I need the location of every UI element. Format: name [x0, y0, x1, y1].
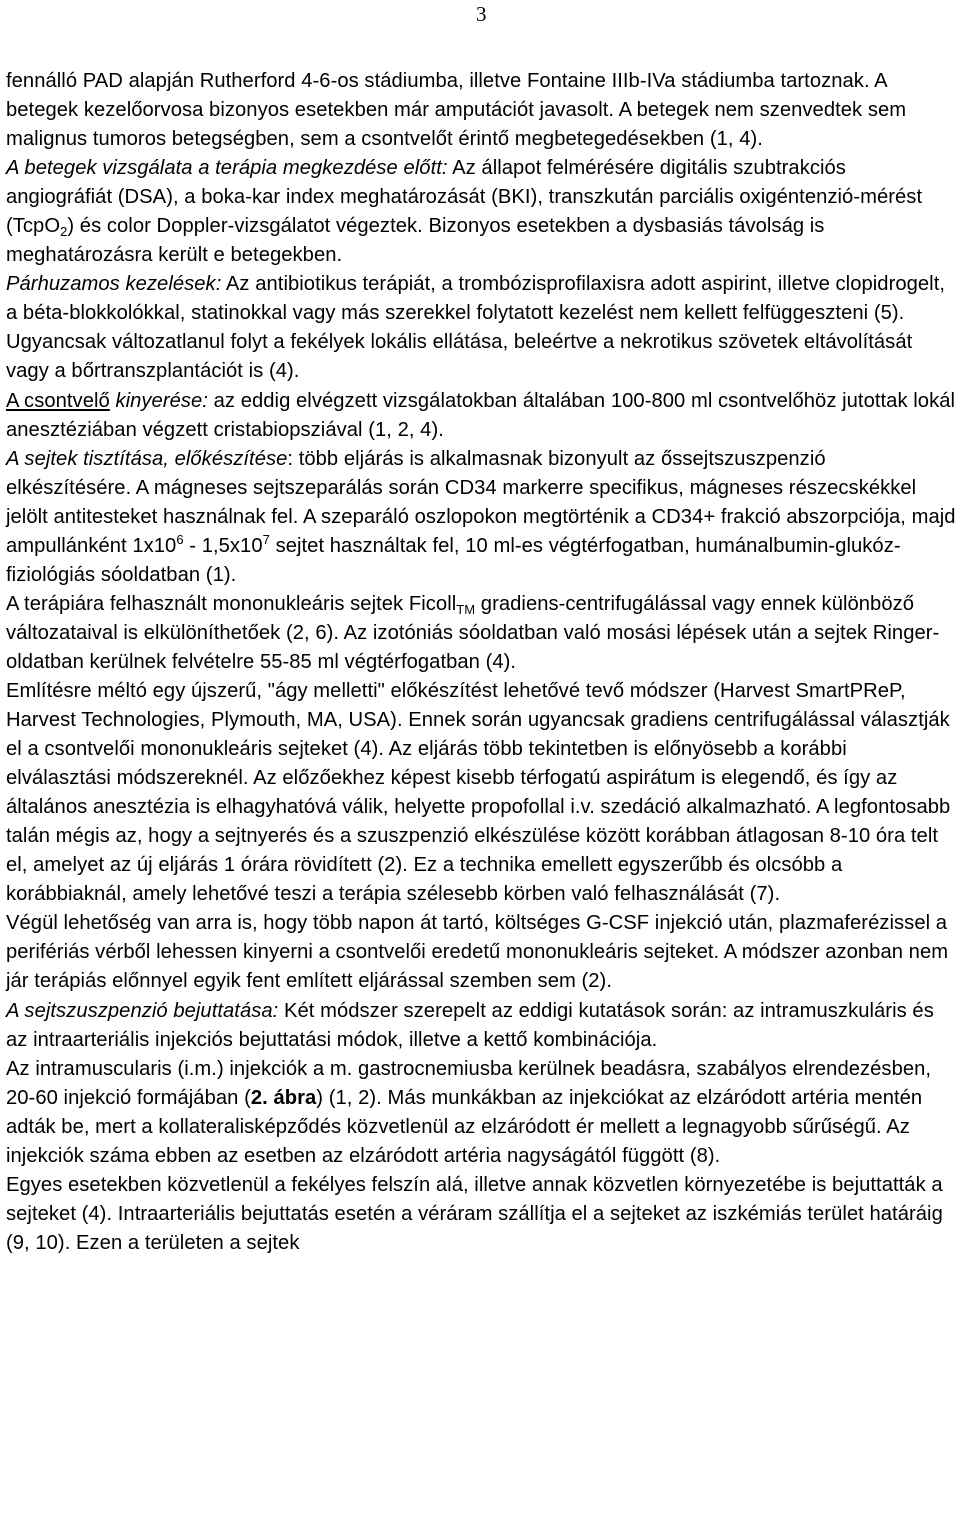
page-number: 3 — [476, 2, 487, 26]
paragraph-text: Említésre méltó egy újszerű, "ágy melletti" előkészítést lehetővé tevő módszer (Harvest SmartPReP, Harvest Technologies, Plymouth, MA, USA). Ennek során ugyancsak gradiens centrifugálással választják el a csontvelői mononukleáris sejteket (4). Az eljárás több tekintetben is előnyösebb a korábbi elválasztási módszereknél. Az előzőekhez képest kisebb térfogatú aspirátum is elegendő, és így az általános anesztézia is elhagyhatóvá válik, helyette propofollal i.v. szedáció alkalmazható. A legfontosabb talán mégis az, hogy a sejtnyerés és a szuszpenzió elkészülése között korábban átlagosan 8-10 óra telt el, amelyet az új eljárás 1 órára rövidített (2). Ez a technika emellett egyszerűbb és olcsóbb a korábbiaknál, amely lehetővé teszi a terápia szélesebb körben való felhasználását (7). — [6, 679, 951, 906]
paragraph-text: Egyes esetekben közvetlenül a fekélyes felszín alá, illetve annak közvetlen környezetébe is bejuttatták a sejteket (4). Intraarteriális bejuttatás esetén a véráram szállítja el a sejteket az iszkémiás terület határáig (9, 10). Ezen a területen a sejtek — [6, 1173, 943, 1254]
paragraph-text: sejtet használtak fel, 10 ml-es végtérfogatban, humánalbumin-glukóz-fiziológiás sóoldatban (1). — [6, 534, 901, 586]
paragraph-text: Az intramuscularis (i.m.) injekciók a m. gastrocnemiusba kerülnek beadásra, szabályos elrendezésben, 20-60 injekció formájában ( — [6, 1057, 932, 1109]
section-heading-cell-delivery: A sejtszuszpenzió bejuttatása: — [6, 999, 279, 1022]
section-heading-bone-marrow-harvest-b: kinyerése: — [109, 389, 208, 412]
paragraph-text: Az állapot felmérésére digitális szubtrakciós angiográfiát (DSA), a boka-kar index meghatározását (BKI), transzkután parciális oxigéntenzió-mérést (TcpO — [6, 157, 923, 238]
paragraph-text: az eddig elvégzett vizsgálatokban általában 100-800 ml csontvelőhöz jutottak lokál anesztéziában végzett cristabiopsziával (1, 2, 4). — [6, 389, 956, 441]
section-heading-pretherapy-examination: A betegek vizsgálata a terápia megkezdése előtt: — [6, 157, 448, 180]
section-heading-bone-marrow-harvest-a: A csontvelő — [6, 389, 110, 412]
paragraph-plasmapheresis — [6, 909, 956, 996]
paragraph-text: fennálló PAD alapján Rutherford 4-6-os stádiumba, illetve Fontaine IIIb-IVa stádiumba tartoznak. A betegek kezelőorvosa bizonyos esetekben már amputációt javasolt. A betegek nem szenvedtek sem malignus tumoros betegségben, sem a csontvelőt érintő megbetegedésekben (1, 4). — [6, 70, 907, 151]
paragraph-cell-purification — [6, 445, 956, 590]
paragraph-patient-staging — [6, 67, 956, 154]
paragraph-cell-delivery — [6, 997, 956, 1055]
paragraph-text: Az antibiotikus terápiát, a trombózisprofilaxisra adott aspirint, illetve clopidrogelt, a béta-blokkolókkal, statinokkal vagy más szerekkel folytatott kezelést nem kellett felfüggeszteni (5). Ugyancsak változatlanul folyt a fekélyek lokális ellátása, beleértve a nekrotikus szövetek eltávolítását vagy a bőrtranszplantációt is (4). — [6, 273, 946, 383]
paragraph-text: : több eljárás is alkalmasnak bizonyult az őssejtszuszpenzió elkészítésére. A mágneses sejtszeparálás során CD34 markerre specifikus, mágneses részecskékkel jelölt antitesteket használnak fel. A szeparáló oszlopokon megtörténik a CD34+ frakció abszorpciója, majd ampullánként 1x10 — [6, 447, 956, 557]
paragraph-text: ) (1, 2). Más munkákban az injekciókat az elzáródott artéria mentén adták be, mert a kollateralisképződés közvetlenül az elzáródott ér mellett a legnagyobb sűrűségű. Az injekciók száma ebben az esetben az elzáródott artéria nagyságától függött (8). — [6, 1086, 923, 1167]
paragraph-text: Két módszer szerepelt az eddigi kutatások során: az intramuszkuláris és az intraarteriális injekciós bejuttatási módok, illetve a kettő kombinációja. — [6, 999, 934, 1051]
section-heading-cell-purification: A sejtek tisztítása, előkészítése — [6, 447, 288, 470]
subscript: 2 — [60, 224, 68, 240]
paragraph-bone-marrow-harvest — [6, 387, 956, 445]
subscript: TM — [456, 601, 476, 617]
document-body — [6, 67, 956, 1258]
paragraph-intramuscular-injection — [6, 1055, 956, 1171]
paragraph-text: gradiens-centrifugálással vagy ennek különböző változataival is elkülöníthetőek (2, 6). Az izotóniás sóoldatban való mosási lépések után a sejtek Ringer-oldatban kerülnek felvételre 55-85 ml végtérfogatban (4). — [6, 592, 940, 673]
section-heading-parallel-treatments: Párhuzamos kezelések: — [6, 273, 222, 296]
paragraph-text: - 1,5x10 — [183, 534, 263, 557]
paragraph-ficoll-separation — [6, 590, 956, 677]
paragraph-bedside-preparation — [6, 677, 956, 909]
superscript: 7 — [262, 531, 270, 547]
paragraph-text: Végül lehetőség van arra is, hogy több napon át tartó, költséges G-CSF injekció után, plazmaferézissel a perifériás vérből lehessen kinyerni a csontvelői eredetű mononukleáris sejteket. A módszer azonban nem jár terápiás előnnyel egyik fent említett eljárással szemben sem (2). — [6, 912, 949, 993]
figure-reference: 2. ábra — [250, 1086, 317, 1109]
paragraph-parallel-treatments — [6, 270, 956, 386]
paragraph-pretherapy-examination — [6, 154, 956, 270]
paragraph-text: ) és color Doppler-vizsgálatot végeztek. Bizonyos esetekben a dysbasiás távolság is meghatározásra került e betegekben. — [6, 215, 825, 267]
paragraph-ulcer-injection — [6, 1171, 956, 1258]
paragraph-text: A terápiára felhasznált mononukleáris sejtek Ficoll — [6, 592, 457, 615]
superscript: 6 — [176, 531, 184, 547]
